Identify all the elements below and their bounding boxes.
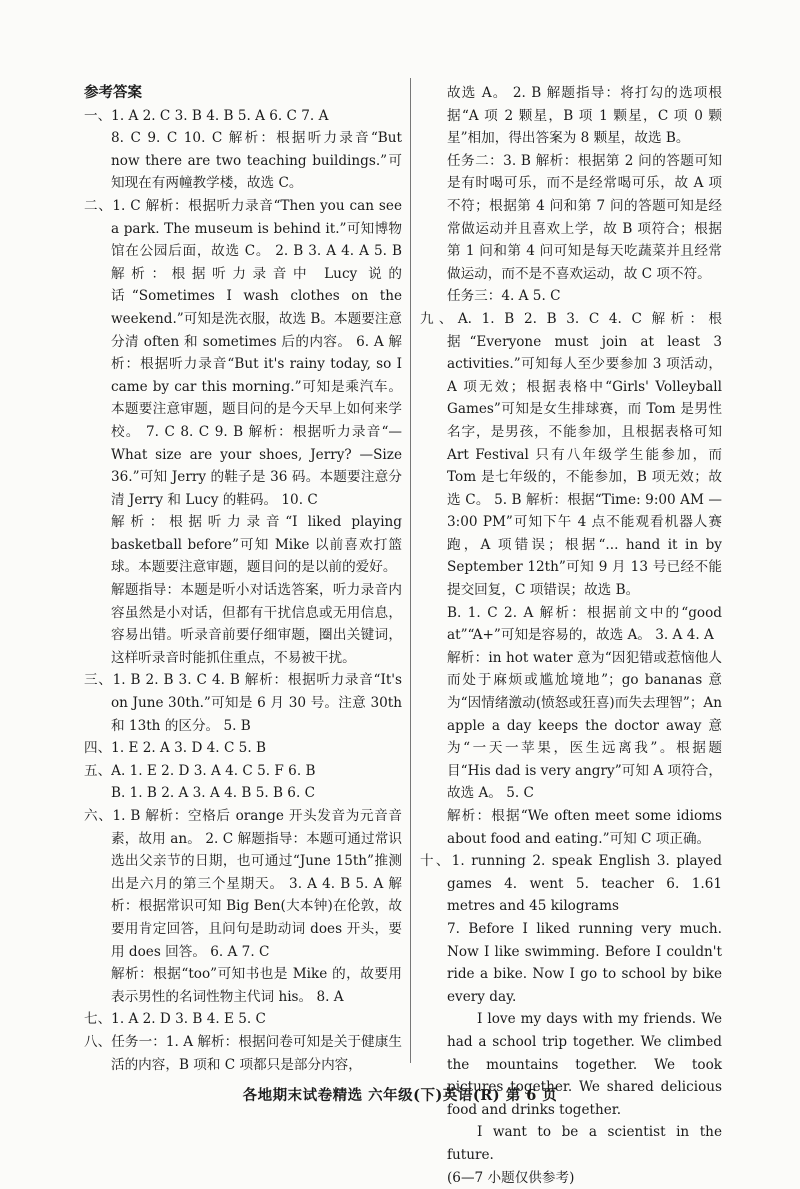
right-column bbox=[420, 82, 722, 1189]
answer-section-2-analysis: 解析：根据听力录音“I liked playing basketball before”可知 Mike 以前喜欢打篮球。本题要注意审题，题目问的是以前的爱好。 bbox=[84, 511, 402, 579]
answer-section-2-guide: 解题指导：本题是听小对话选答案，听力录音内容虽然是小对话，但都有干扰信息或无用信息，容易出错。听录音前要仔细审题，圈出关键词，这样听录音时能抓住重点，不易被干扰。 bbox=[84, 579, 402, 669]
answer-section-6-analysis: 解析：根据“too”可知书也是 Mike 的，故要用表示男性的名词性物主代词 his。 8. A bbox=[84, 963, 402, 1008]
page-title: 参考答案 bbox=[84, 82, 402, 105]
answer-section-1b: 8. C 9. C 10. C 解析：根据听力录音“But now there are two teaching buildings.”可知现在有两幢教学楼，故选 C。 bbox=[84, 127, 402, 195]
reference-note: (6—7 小题仅供参考) bbox=[420, 1167, 722, 1189]
answer-section-7: 七、1. A 2. D 3. B 4. E 5. C bbox=[84, 1008, 402, 1031]
answer-section-2: 二、1. C 解析：根据听力录音“Then you can see a park. The museum is behind it.”可知博物馆在公园后面，故选 C。 2. B 3. A 4. A 5. B 解析：根据听力录音中 Lucy 说的话“Sometimes I wash clothes on the weekend.”可知是洗衣服，故选 B。本题要注意分清 often 和 sometimes 后的内容。 6. A 解析：根据听力录音“But it's rainy today, so I came by car this morning.”可知是乘汽车。本题要注意审题，题目问的是今天早上如何来学校。 7. C 8. C 9. B 解析：根据听力录音“—What size are your shoes, Jerry? —Size 36.”可知 Jerry 的鞋子是 36 码。本题要注意分清 Jerry 和 Lucy 的鞋码。 10. C bbox=[84, 195, 402, 511]
answer-section-5b: B. 1. B 2. A 3. A 4. B 5. B 6. C bbox=[84, 782, 402, 805]
page-footer: 各地期末试卷精选 六年级(下)英语(R) 第 6 页 bbox=[0, 1084, 800, 1105]
answer-section-1a: 一、1. A 2. C 3. B 4. B 5. A 6. C 7. A bbox=[84, 105, 402, 128]
answer-section-9a: 九、A. 1. B 2. B 3. C 4. C 解析：根据“Everyone must join at least 3 activities.”可知每人至少要参加 3 项活动，A 项无效；根据表格中“Girls' Volleyball Games”可知是女生排球赛，而 Tom 是男性名字，是男孩，不能参加，且根据表格可知 Art Festival 只有八年级学生能参加，而 Tom 是七年级的，不能参加，B 项无效；故选 C。 5. B 解析：根据“Time: 9:00 AM — 3:00 PM”可知下午 4 点不能观看机器人赛跑，A 项错误；根据“... hand it in by September 12th”可知 9 月 13 号已经不能提交回复，C 项错误；故选 B。 bbox=[420, 308, 722, 602]
left-column bbox=[84, 82, 402, 1076]
answer-section-10: 十、1. running 2. speak English 3. played games 4. went 5. teacher 6. 1.61 metres and 45 kilograms bbox=[420, 850, 722, 918]
column-divider bbox=[410, 78, 411, 1063]
essay-paragraph-2: I love my days with my friends. We had a school trip together. We climbed the mountains together. We took pictures together. We shared delicious food and drinks together. bbox=[420, 1008, 722, 1121]
answer-section-3: 三、1. B 2. B 3. C 4. B 解析：根据听力录音“It's on June 30th.”可知是 6 月 30 号。注意 30th 和 13th 的区分。 5. B bbox=[84, 669, 402, 737]
answer-section-4: 四、1. E 2. A 3. D 4. C 5. B bbox=[84, 737, 402, 760]
answer-section-5a: 五、A. 1. E 2. D 3. A 4. C 5. F 6. B bbox=[84, 760, 402, 783]
answer-section-9b: B. 1. C 2. A 解析：根据前文中的“good at”“A+”可知是容易的，故选 A。 3. A 4. A bbox=[420, 602, 722, 647]
answer-section-9b-analysis: 解析：in hot water 意为“因犯错或惹恼他人而处于麻烦或尴尬境地”；go bananas 意为“因情绪激动(愤怒或狂喜)而失去理智”；An apple a day keeps the doctor away 意为“一天一苹果，医生远离我”。根据题目“His dad is very angry”可知 A 项符合，故选 A。 5. C bbox=[420, 647, 722, 805]
essay-paragraph-3: I want to be a scientist in the future. bbox=[420, 1121, 722, 1166]
answer-section-9b-analysis-2: 解析：根据“We often meet some idioms about food and eating.”可知 C 项正确。 bbox=[420, 805, 722, 850]
answer-section-8-task3: 任务三：4. A 5. C bbox=[420, 285, 722, 308]
answer-section-6: 六、1. B 解析：空格后 orange 开头发音为元音音素，故用 an。 2. C 解题指导：本题可通过常识选出父亲节的日期，也可通过“June 15th”推测出是六月的第三个星期天。 3. A 4. B 5. A 解析：根据常识可知 Big Ben(大本钟)在伦敦，故要用肯定回答，且问句是助动词 does 开头，要用 does 回答。 6. A 7. C bbox=[84, 805, 402, 963]
essay-paragraph-1: 7. Before I liked running very much. Now I like swimming. Before I couldn't ride a bike. Now I go to school by bike every day. bbox=[420, 918, 722, 1008]
answer-section-8-task2: 任务二：3. B 解析：根据第 2 问的答题可知是有时喝可乐，而不是经常喝可乐，故 A 项不符；根据第 4 问和第 7 问的答题可知是经常做运动并且喜欢上学，故 B 项符合；根据第 1 问和第 4 问可知是每天吃蔬菜并且经常做运动，而不是不喜欢运动，故 C 项不符。 bbox=[420, 150, 722, 286]
answer-section-8: 八、任务一：1. A 解析：根据问卷可知是关于健康生活的内容，B 项和 C 项都只是部分内容， bbox=[84, 1031, 402, 1076]
answer-section-8-cont: 故选 A。 2. B 解题指导：将打勾的选项根据“A 项 2 颗星，B 项 1 颗星，C 项 0 颗星”相加，得出答案为 8 颗星，故选 B。 bbox=[420, 82, 722, 150]
